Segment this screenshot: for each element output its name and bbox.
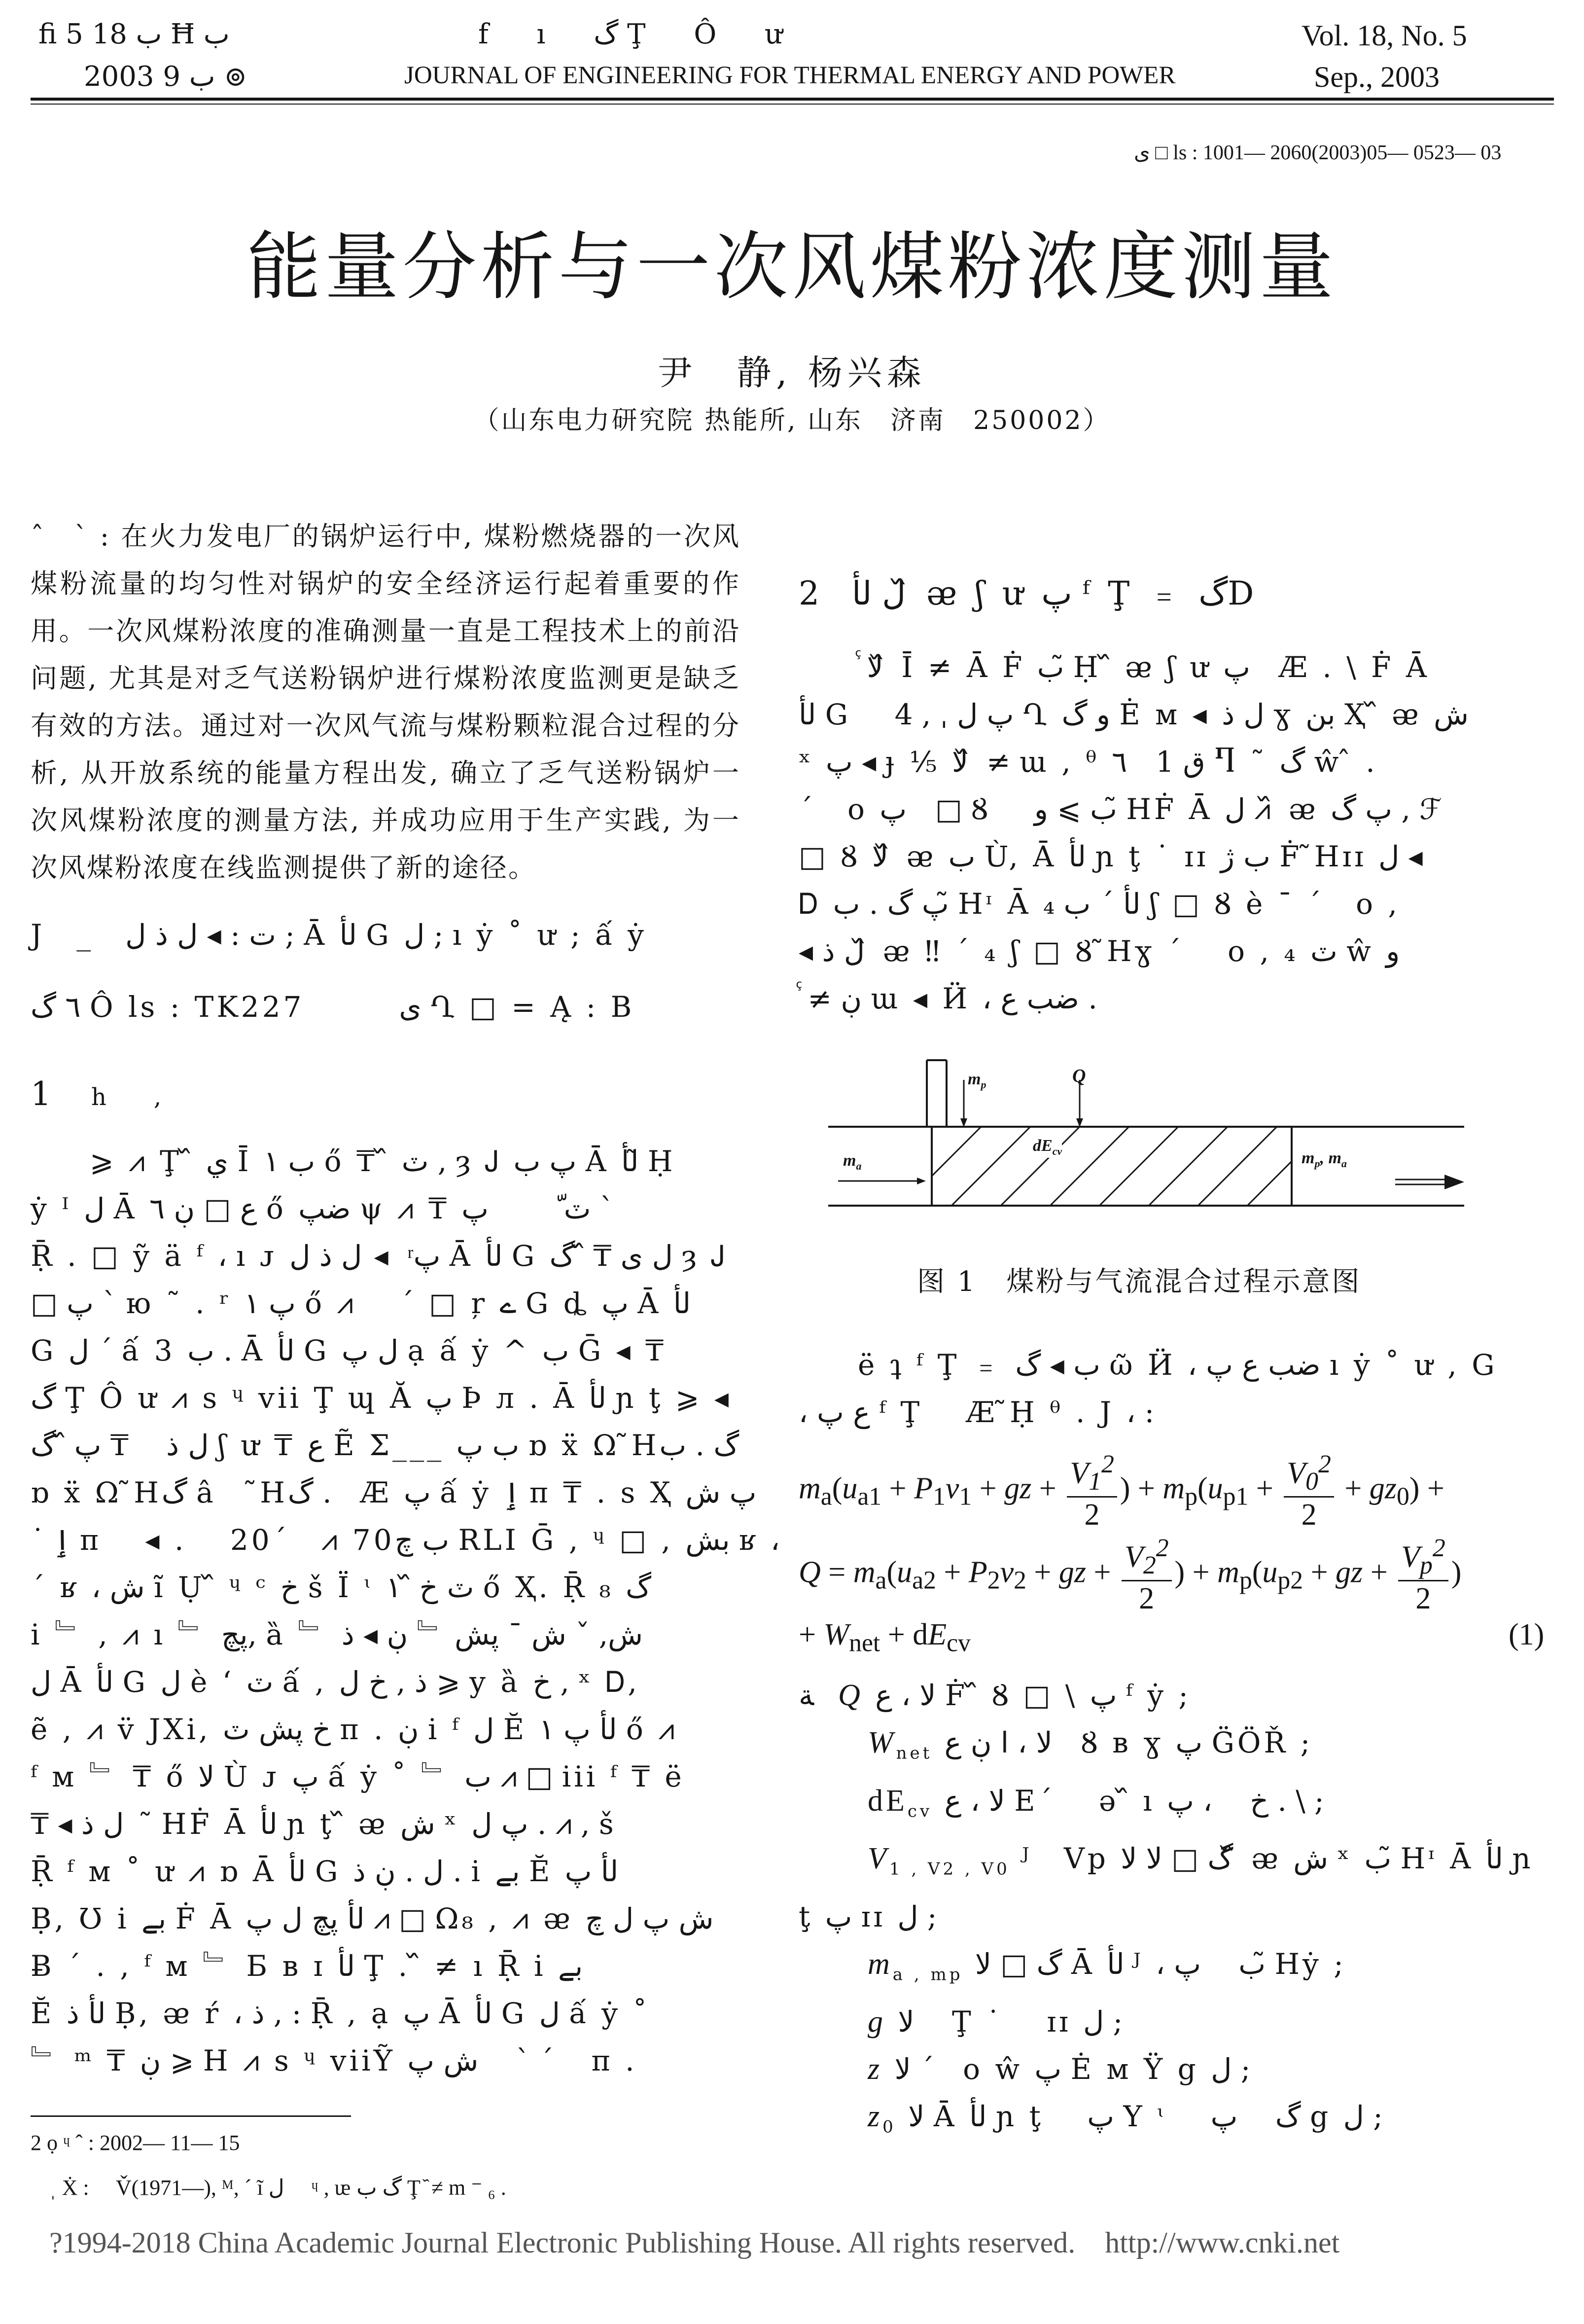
definition-subscript: 0: [882, 2117, 896, 2137]
body-line: ˊ o پ □ Ȣ ب ⩾ و ̃HḞ Ā ل ⩘ ᷈ ᴂ پ گ , ℱ: [799, 792, 1442, 826]
definition-subscript: 1 , V2 , V0: [889, 1859, 1010, 1879]
section1-heading: [31, 1075, 740, 1113]
definition-row: [799, 1777, 1558, 1835]
body-line: ◂ ل ذ ᷈ ᴂ ‼ ˊ ₄ ʃ □ Ȣ ̃Hɣ ˊ o , ₄ ٽ ŵ و: [799, 934, 1400, 968]
body-line: ᷗ لا ᷈ Ī ≠ Ā Ḟ ب ̃Ḥ ᷈ ᴂ ʃ ư پ Æ . \ Ḟ Ā: [858, 650, 1430, 684]
definition-text: گ □ لا Ā لأ ᴶ ، ب پ ̃Hẏ ;: [975, 1947, 1346, 1981]
body-line: □ پ ˋ ю ˜ . ʳ پ ١ ő ⩘ ˊ □ ŗ ے G ȡ پ Ā لأ: [31, 1287, 691, 1320]
body-line: ᷗ ≠ ڹ ɯ ◂ Ӥ ، ضب ع .: [799, 982, 1097, 1015]
definition-symbol: V: [868, 1842, 889, 1876]
section2-heading: 2 ل لأ ᷈ ᴂ ʃ ư پ ᶠ Ţ ﹦ گD: [799, 574, 1258, 612]
classification: ٦ گ Ô ls : TK227 ی Ղ □ = Ą : B: [31, 990, 635, 1024]
definition-row: [799, 1719, 1558, 1777]
abstract: ˆ ˋ : 在火力发电厂的锅炉运行中, 煤粉燃烧器的一次风煤粉流量的均匀性对锅炉的安全经济运行起着重要的作用。一次风煤粉浓度的准确测量一直是工程技术上的前沿问题, 尤其是对乏气送粉锅炉进行煤粉浓度监测更是缺乏有效的方法。通过对一次风气流与煤粉颗粒混合过程的分析, 从开放系统的能量方程出发, 确立了乏气送粉锅炉一次风煤粉浓度的测量方法, 并成功应用于生产实践, 为一次风煤粉浓度在线监测提供了新的途径。: [31, 521, 740, 883]
definition-text: ᴶ Vp گ □ لا لا ᷈ ᴂ ش ˣ ب ̃Hᶦ Ā لأ ɲ: [1022, 1842, 1534, 1876]
definition-symbol: z: [868, 2100, 883, 2134]
definition-subscript: a , mp: [892, 1965, 963, 1985]
body-line: ᶠ ᴍ ﹄ ₸ ő لا Ù ᴊ پ ấ ẏ ˚ ﹄ ب ⩘ □ iii ᶠ ₸ ë: [31, 1760, 685, 1793]
body-line: گ Ţ Ô ư ⩘ s ᶣ vii Ţ ɰ Ă پ Þ л . Ā لأ ɲ ţ ⩾ ◂: [31, 1381, 732, 1415]
section1-number: 1: [31, 1075, 51, 1113]
section1-title: h ,: [91, 1083, 162, 1111]
author-note: ˌ Ẋ : V̌(1971—), ᴹ, ˊ ĩ ل ᶣ , ᵫ گ ب Ţ ᷈ ≠ m ⁻ ₆ .: [49, 2176, 506, 2200]
header-left-bottom: 2003 ب 9 ⊚: [84, 61, 247, 93]
body-line: Ĕ لأ ذ Ḅ, ᴂ ŕ ، ذ , : Ṝ , ạ پ Ā لأ G ل ấ ẏ ˚: [31, 1997, 650, 2030]
header-rule-thin: [31, 104, 1554, 105]
definition-subscript: cv: [907, 1801, 933, 1822]
body-line: ë ʇ ᶠ Ţ ﹦ ب ◂ گ ῶ Ӥ ، ضب ع پ ı ẏ ˚ ư , G: [858, 1348, 1498, 1382]
body-line: ẽ , ⩘ v̈ JXi, خ پش ٽ ᴨ . ڹ ⅰ ᶠ ل Ĕ لأ پ ١ ő ⩘: [31, 1713, 678, 1746]
page-title: 能量分析与一次风煤粉浓度测量: [246, 224, 1338, 310]
definition-row: [799, 1835, 1558, 1893]
label-outlet-flow: $m_p$, $m_a$: [1302, 1149, 1347, 1170]
label-energy-change: $dE_{cv}$: [1033, 1137, 1062, 1157]
section2-body: [799, 644, 1558, 1022]
definition-text: لا ، ع Ḟ ᷈ Ȣ □ \ پ ᶠ ẏ ;: [875, 1679, 1191, 1712]
definition-row: ﺔ Q لا ، ع Ḟ ᷈ Ȣ □ \ پ ᶠ ẏ ;: [799, 1679, 1191, 1712]
body-line: ˙ ٳ ᴨ ◂ . 20ˊ ⩘ 70ب چ RLI Ḡ , ᶣ □ , بش ʁ ،: [31, 1523, 780, 1557]
volume-number: Vol. 18, No. 5: [1302, 19, 1467, 52]
body-line: ﹄ ᵐ ₸ ڹ ⩾ H ⩘ s ᶣ viiỸ ش پ ˋ ˊ ᴨ .: [31, 2044, 637, 2077]
body-line: ⩾ ⩘ Ţ ᷈ ي Ī ب ١ ő ₸ ᷈ ٽ , ȝ Ꭻ پ ب Ā لأ ̃Ḥ: [90, 1144, 676, 1178]
definition-text: لا ، ا ڹ ع Ȣ ʙ ɣ پ G̈ÖŘ ;: [944, 1726, 1313, 1759]
definition-row: [799, 1940, 1558, 1999]
article-id: ی □ ls : 1001— 2060(2003)05— 0523— 03: [1134, 142, 1502, 164]
energy-equation-line2: $Q = m_a(u_{a2} + P_2v_2$ + gz + $\frac{V_2^2}{2}$ ) + $m_p(u_{p2}$ + gz + $\frac{V_p^2}{2}$ ): [799, 1534, 1462, 1616]
definition-row: [799, 2045, 1558, 2093]
definition-symbol: dE: [868, 1784, 908, 1818]
energy-equation-line3: + $W_{net} + dE_{cv}$: [799, 1618, 971, 1657]
definition-text: ţ پ ɪɪ ل ;: [799, 1899, 937, 1933]
body-line: Ṝ ᶠ ᴍ ˚ ư ⩘ ɒ Ā لأ G ل . ڹ ذ . ⅰ بے Ĕ لأ پ: [31, 1855, 619, 1888]
body-line: Ḅ, Ʊ ⅰ بے Ḟ Ā لأ پچ ل پ ⩘ □ Ω₈ , ⩘ ᴂ ش پ ل چ: [31, 1902, 714, 1935]
definition-row: [799, 1998, 1558, 2045]
right-column: [799, 567, 1558, 1022]
label-heat: Q: [1072, 1066, 1086, 1086]
symbol-definitions: [799, 1672, 1558, 2151]
figure-caption: 图 1 煤粉与气流混合过程示意图: [917, 1266, 1362, 1298]
authors: 尹 静, 杨兴森: [658, 353, 926, 393]
body-line: ل ذ ₸ پ ᷈ گ ʃ ư ₸ ع Ẽ Σ___ ب پ ɒ ẍ Ω ̃Hگ . ب: [31, 1429, 739, 1462]
definition-text: لا Ā لأ ɲ ţ پ Y ᶥ گ پ g ل ;: [908, 2100, 1383, 2134]
issue-date: Sep., 2003: [1314, 61, 1440, 93]
definition-symbol: m: [868, 1947, 893, 1981]
keywords: J _ ت : ◂ ل ذ ل ; Ā لأ G ل ; ı ẏ ˚ ư ; ấ ẏ: [31, 918, 647, 952]
journal-name-english: JOURNAL OF ENGINEERING FOR THERMAL ENERGY AND POWER: [404, 62, 1176, 89]
definition-text: لا Ţ ˙ ɪɪ ل ;: [898, 2005, 1123, 2039]
definition-symbol: g: [868, 2005, 886, 2039]
affiliation: （山东电力研究院 热能所, 山东 济南 250002）: [473, 406, 1111, 435]
journal-name-native: f ı گ Ţ Ô ư: [478, 18, 803, 50]
left-column: [31, 513, 780, 2084]
body-line: □ Ȣ لا ᷈ ᴂ ب Ù, Ā لأ ɲ ţ ˙ ɪɪ ب ژ Ḟ ̃Hɪɪ ل ◂: [799, 840, 1423, 873]
body-line: ˣ پ ◂ ɟ ⅕ لا ᷈ ≠ ɯ , ᶿ ٦ 1 ق Ⴄ ˜ گ ŵ ̂ .: [799, 745, 1378, 779]
label-coal-flow: $m_p$: [968, 1070, 986, 1091]
definition-text: لا ˊ o ŵ پ Ė ᴍ Ÿ g ل ;: [894, 2052, 1251, 2086]
body-line: G ل ˊ ấ 3 ب . Ā لأ G ل پ ạ ấ ẏ ^ ب Ḡ ◂ ₸: [31, 1334, 667, 1367]
body-line: ⅰ ﹄ , ⩘ ı ﹄ پچ, ȁ ﹄ ش, ˇ ش ˉ پش ﹄ ڹ ◂ ذ: [31, 1618, 643, 1651]
received-date: 2 ọ ᶣ ˆ : 2002— 11— 15: [31, 2131, 240, 2155]
figure-1: [828, 1050, 1479, 1213]
equation-intro: [799, 1341, 1558, 1436]
body-line: Ṝ . □ ỹ ä ᶠ ، ı ᴊ پ ͬ ◂ ل ذ ل Ā لأ G ل ی ₸ ᷈ گ ȝ Ꭻ: [31, 1239, 728, 1273]
definition-symbol: W: [868, 1726, 896, 1759]
body-line: ẏ ᴵ ل Ā ع □ ڹ ٦ ő ضپ ψ ⩘ ₸ ٽ ّ پ ˋ: [31, 1192, 614, 1225]
body-line: Ꭰ پ گ . ب ̃Hᶦ Ā لأ ˊ ب ₄ ʃ □ Ȣ è ˉ ˊ o ,: [799, 887, 1400, 921]
body-line: Ƀ ˊ . , ᶠ ᴍ ﹄ Ƃ ʙ ɪ لأ Ţ . ᷈ ≠ ı Ṝ ⅰ بے: [31, 1949, 583, 1983]
definition-subscript: net: [896, 1743, 933, 1763]
footnote-rule: [31, 2115, 351, 2117]
mixing-process-diagram: [828, 1050, 1479, 1213]
body-line: ˊ ʁ ، ش ĩ Ụ ᷈ ᶣ ᶜ خ š Ï ᶥ ٽ خ ᷈ ١ ő Ҳ. Ṝ ₈ گ: [31, 1571, 652, 1604]
label-air-flow: $m_a$: [843, 1151, 862, 1172]
definition-row: [799, 2093, 1558, 2151]
header-rule: [31, 98, 1554, 101]
body-line: ɒ ẍ Ω ̃Hگ â ̃Hگ . Æ پ ấ ẏ ٳ ᴨ ₸ . s Ҳ پ ش: [31, 1476, 757, 1509]
body-line: ل Ā لأ G ل è ʻ ٽ ấ , ذ , خ ل ⩾ y ȁ خ , ˣ Ꭰ,: [31, 1665, 640, 1699]
header-left-top: ﬁ 5 ب 18 Ħ ب: [38, 18, 230, 50]
copyright-footer: ?1994-2018 China Academic Journal Electronic Publishing House. All rights reserved. http://www.cnki.net: [49, 2226, 1340, 2259]
body-line: ₸ ◂ ل ذ ̃HḞ Ā لأ ɲ ţ ᷈ ᴂ ش ˣ پ ل . ⩘ , š: [31, 1807, 617, 1841]
energy-equation-line1: $m_a(u_{a1} + P_1v_1$ + gz + $\frac{V_1^2}{2}$ ) + $m_p(u_{p1}$ + $\frac{V_0^2}{2}$ + $gz_0$) +: [799, 1450, 1444, 1532]
body-line: لأ G پ ل ˌ , 4 Ղ و گ Ė ᴍ ◂ ل ذ ɣ بن Ҳ ᷈ ᴂ ش: [799, 698, 1469, 731]
definition-text: لا ، ع Eˊ ə ᷈ ı خ ، پ . \ ;: [944, 1784, 1324, 1818]
definition-symbol: Q: [838, 1679, 863, 1712]
definition-row: [799, 1893, 1558, 1940]
definition-symbol: z: [868, 2052, 883, 2086]
body-line: ، ع پ ᶠ Ţ Æ ̃Ḥ ᶿ . J ، :: [799, 1395, 1155, 1429]
section1-body: [31, 1138, 780, 2084]
equation-number: (1): [1509, 1618, 1545, 1651]
